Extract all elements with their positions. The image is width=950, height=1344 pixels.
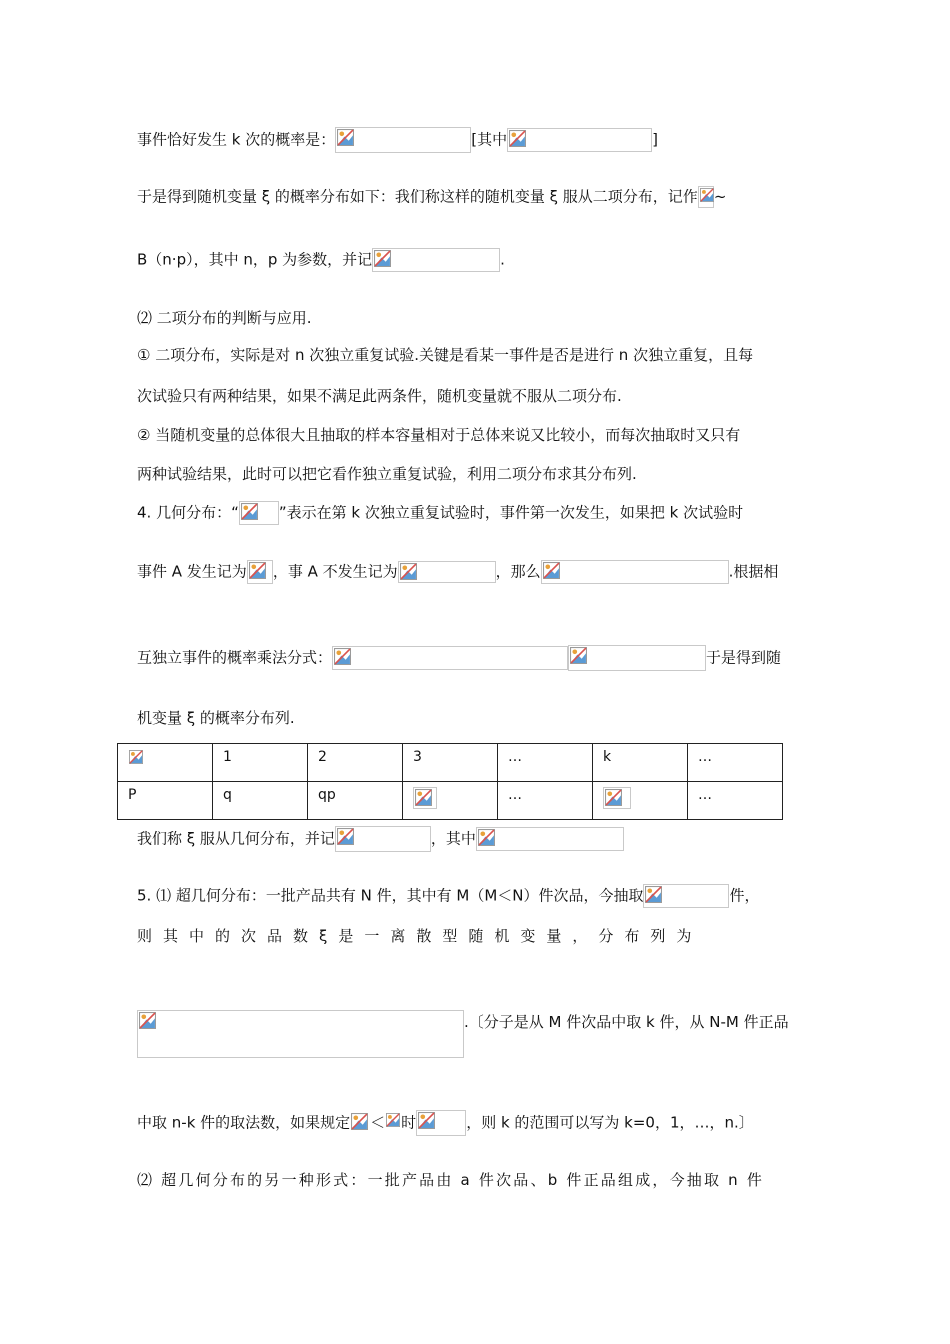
formula-image [239, 501, 279, 525]
formula-image [385, 1112, 401, 1134]
formula-image [137, 1010, 464, 1058]
formula-image [350, 1112, 370, 1134]
text-line-1: 事件恰好发生 k 次的概率是： [其中 ] [137, 127, 658, 153]
table-cell: qp [308, 782, 403, 820]
table-cell: 3 [403, 744, 498, 782]
formula-image [416, 1110, 466, 1136]
text-line-9: 4. 几何分布：“ ”表示在第 k 次独立重复试验时，事件第一次发生，如果把 k 次试验时 [137, 501, 743, 525]
broken-image-icon [337, 828, 354, 845]
broken-image-icon [139, 1012, 156, 1029]
text-line-3: B（n·p），其中 n，p 为参数，并记 . [137, 248, 505, 272]
table-cell: … [688, 744, 783, 782]
text-line-2: 于是得到随机变量 ξ 的概率分布如下：我们称这样的随机变量 ξ 服从二项分布，记作 ~ [137, 186, 726, 208]
broken-image-icon [400, 563, 417, 580]
text-line-4: ⑵ 二项分布的判断与应用. [137, 309, 312, 327]
table-cell: … [498, 782, 593, 820]
table-row [118, 744, 783, 782]
formula-image [335, 826, 431, 852]
text-line-7: ② 当随机变量的总体很大且抽取的样本容量相对于总体来说又比较小，而每次抽取时又只有 [137, 426, 741, 444]
text-line-11: 互独立事件的概率乘法分式： 于是得到随 [137, 645, 781, 671]
text-line-13: 我们称 ξ 服从几何分布，并记 ，其中 [137, 826, 624, 852]
broken-image-icon [249, 562, 266, 579]
formula-image [698, 186, 714, 208]
formula-image [372, 248, 500, 272]
formula-image [568, 645, 706, 671]
text-line-14: 5. ⑴ 超几何分布：一批产品共有 N 件，其中有 M（M＜N）件次品，今抽取 件， [137, 884, 760, 908]
table-cell: q [213, 782, 308, 820]
formula-image [398, 561, 496, 583]
table-cell: … [498, 744, 593, 782]
formula-image [603, 787, 631, 809]
table-cell: 1 [213, 744, 308, 782]
formula-image [476, 827, 624, 851]
broken-image-icon [478, 829, 495, 846]
table-cell: k [593, 744, 688, 782]
broken-image-icon [351, 1113, 368, 1130]
broken-image-icon [415, 789, 432, 806]
broken-image-icon [605, 789, 622, 806]
formula-image [247, 560, 273, 584]
formula-image [643, 884, 729, 908]
formula-image [335, 127, 471, 153]
formula-image [332, 646, 568, 670]
broken-image-icon [334, 648, 351, 665]
text-line-18: ⑵ 超几何分布的另一种形式：一批产品由 a 件次品、b 件正品组成，今抽取 n 件 [137, 1171, 765, 1189]
text-line-5: ① 二项分布，实际是对 n 次独立重复试验.关键是看某一事件是否是进行 n 次独立重复，且每 [137, 346, 754, 364]
table-cell [403, 782, 498, 820]
broken-image-icon [241, 503, 258, 520]
text-line-17: 中取 n-k 件的取法数，如果规定 ＜ 时 ，则 k 的范围可以写为 k=0，1，…，n.〕 [137, 1110, 754, 1136]
formula-image [541, 560, 729, 584]
text-line-16: .〔分子是从 M 件次品中取 k 件，从 N-M 件正品 [137, 1012, 789, 1058]
broken-image-icon [570, 647, 587, 664]
broken-image-icon [374, 250, 391, 267]
broken-image-icon [129, 750, 143, 764]
table-cell: 2 [308, 744, 403, 782]
broken-image-icon [543, 562, 560, 579]
text-line-15: 则其中的次品数ξ是一离散型随机变量，分布列为 [137, 927, 703, 945]
broken-image-icon [386, 1113, 400, 1127]
formula-image [413, 787, 437, 809]
table-cell: P [118, 782, 213, 820]
text-line-12: 机变量 ξ 的概率分布列. [137, 709, 295, 727]
broken-image-icon [700, 188, 714, 202]
broken-image-icon [645, 886, 662, 903]
broken-image-icon [509, 130, 526, 147]
table-cell [593, 782, 688, 820]
text-line-8: 两种试验结果，此时可以把它看作独立重复试验，利用二项分布求其分布列. [137, 465, 637, 483]
broken-image-icon [418, 1112, 435, 1129]
broken-image-icon [337, 129, 354, 146]
table-cell: … [688, 782, 783, 820]
text-line-6: 次试验只有两种结果，如果不满足此两条件，随机变量就不服从二项分布. [137, 387, 622, 405]
distribution-table [117, 743, 783, 820]
table-cell [118, 744, 213, 782]
formula-image [507, 128, 652, 152]
table-row [118, 782, 783, 820]
formula-image [128, 749, 144, 769]
text-line-10: 事件 A 发生记为 ，事 A 不发生记为 ，那么 .根据相 [137, 560, 778, 584]
